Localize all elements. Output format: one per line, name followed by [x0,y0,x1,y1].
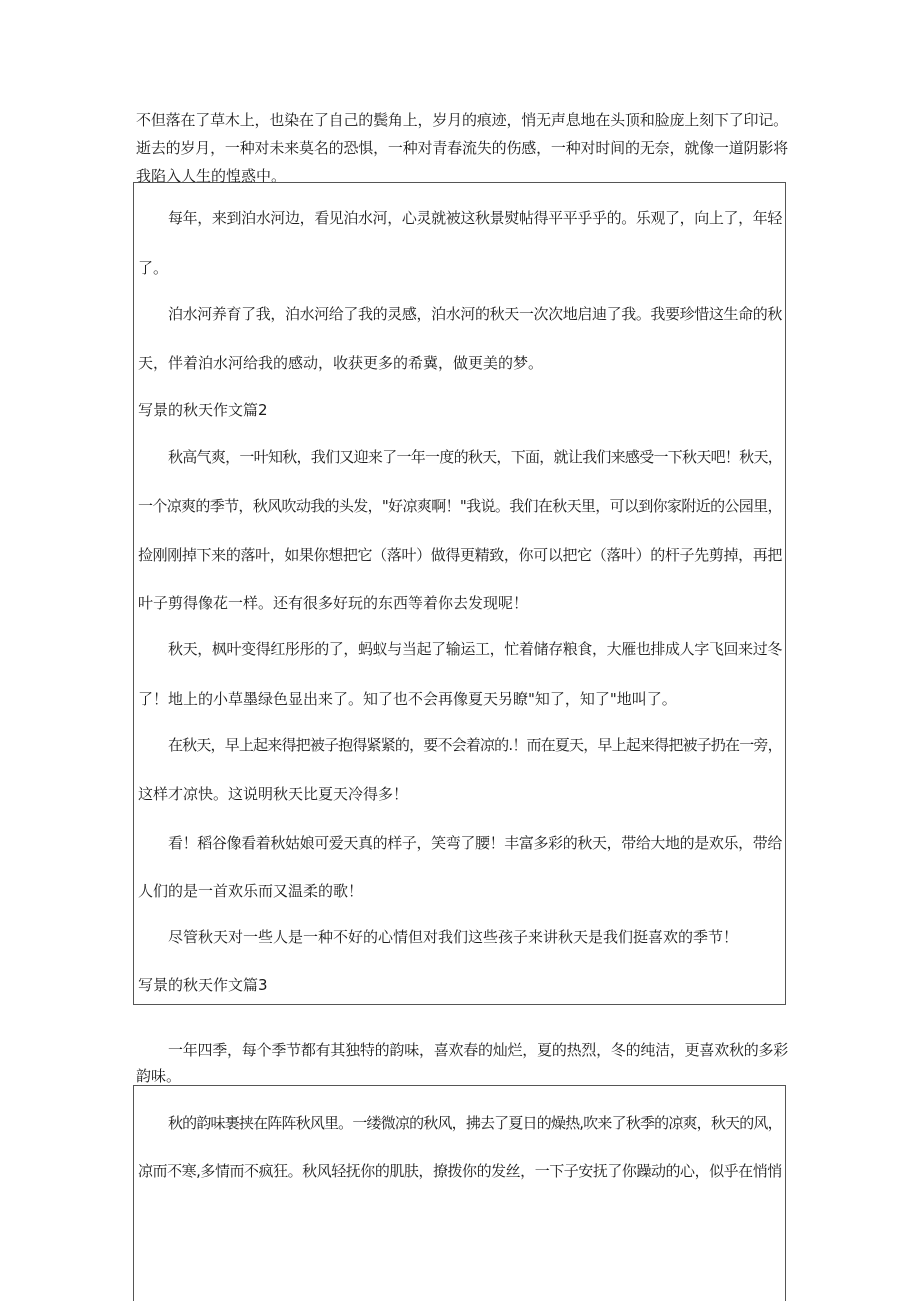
text-line: 叶子剪得像花一样。还有很多好玩的东西等着你去发现呢！ [138,594,529,612]
text-line: 秋高气爽，一叶知秋，我们又迎来了一年一度的秋天，下面，就让我们来感受一下秋天吧！秋天， [168,448,783,466]
section-heading: 写景的秋天作文篇3 [138,976,268,994]
section-heading: 写景的秋天作文篇2 [138,401,268,419]
text-line: 在秋天，早上起来得把被子抱得紧紧的，要不会着凉的.！而在夏天，早上起来得把被子扔在一旁， [168,736,782,754]
text-line: 这样才凉快。这说明秋天比夏天冷得多！ [138,785,409,803]
text-line: 天，伴着泊水河给我的感动，收获更多的希冀，做更美的梦。 [138,354,544,372]
text-line: 了。 [138,259,169,277]
text-line: 逝去的岁月，一种对未来莫名的恐惧，一种对青春流失的伤感，一种对时间的无奈，就像一道阴影将 [136,139,789,157]
text-line: 凉而不寒,多情而不疯狂。秋风轻抚你的肌肤，撩拨你的发丝，一下子安抚了你躁动的心，似乎在悄悄 [138,1162,782,1180]
text-line: 一年四季，每个季节都有其独特的韵味，喜欢春的灿烂，夏的热烈，冬的纯洁，更喜欢秋的多彩 [168,1041,789,1059]
text-line: 韵味。 [136,1067,182,1085]
text-line: 了！地上的小草墨绿色显出来了。知了也不会再像夏天另瞭"知了，知了"地叫了。 [138,690,677,708]
text-line: 泊水河养育了我，泊水河给了我的灵感，泊水河的秋天一次次地启迪了我。我要珍惜这生命的秋 [168,305,783,323]
text-line: 不但落在了草木上，也染在了自己的鬓角上，岁月的痕迹，悄无声息地在头顶和脸庞上刻下了印记。 [136,111,789,129]
text-line: 人们的是一首欢乐而又温柔的歌！ [138,882,364,900]
text-line: 秋的韵味裹挟在阵阵秋风里。一缕微凉的秋风，拂去了夏日的燥热,吹来了秋季的凉爽，秋天的风， [168,1114,782,1132]
text-line: 秋天，枫叶变得红彤彤的了，蚂蚁与当起了输运工，忙着储存粮食，大雁也排成人字飞回来过冬 [168,640,783,658]
intro-paragraph [136,106,789,190]
middle-paragraph [136,1037,789,1089]
text-line: 看！稻谷像看着秋姑娘可爱天真的样子，笑弯了腰！丰富多彩的秋天，带给大地的是欢乐，带给 [168,834,783,852]
text-line: 每年，来到泊水河边，看见泊水河，心灵就被这秋景熨帖得平平乎乎的。乐观了，向上了，年轻 [168,209,783,227]
bordered-text-box [133,1085,786,1301]
text-line: 我陷入人生的惶惑中。 [136,167,287,185]
bordered-text-box [133,182,786,1005]
text-line: 捡刚刚掉下来的落叶，如果你想把它（落叶）做得更精致，你可以把它（落叶）的杆子先剪掉，再把 [138,546,783,564]
text-line: 一个凉爽的季节，秋风吹动我的头发，"好凉爽啊！"我说。我们在秋天里，可以到你家附近的公园里， [138,497,782,515]
text-line: 尽管秋天对一些人是一种不好的心情但对我们这些孩子来讲秋天是我们挺喜欢的季节！ [168,928,739,946]
